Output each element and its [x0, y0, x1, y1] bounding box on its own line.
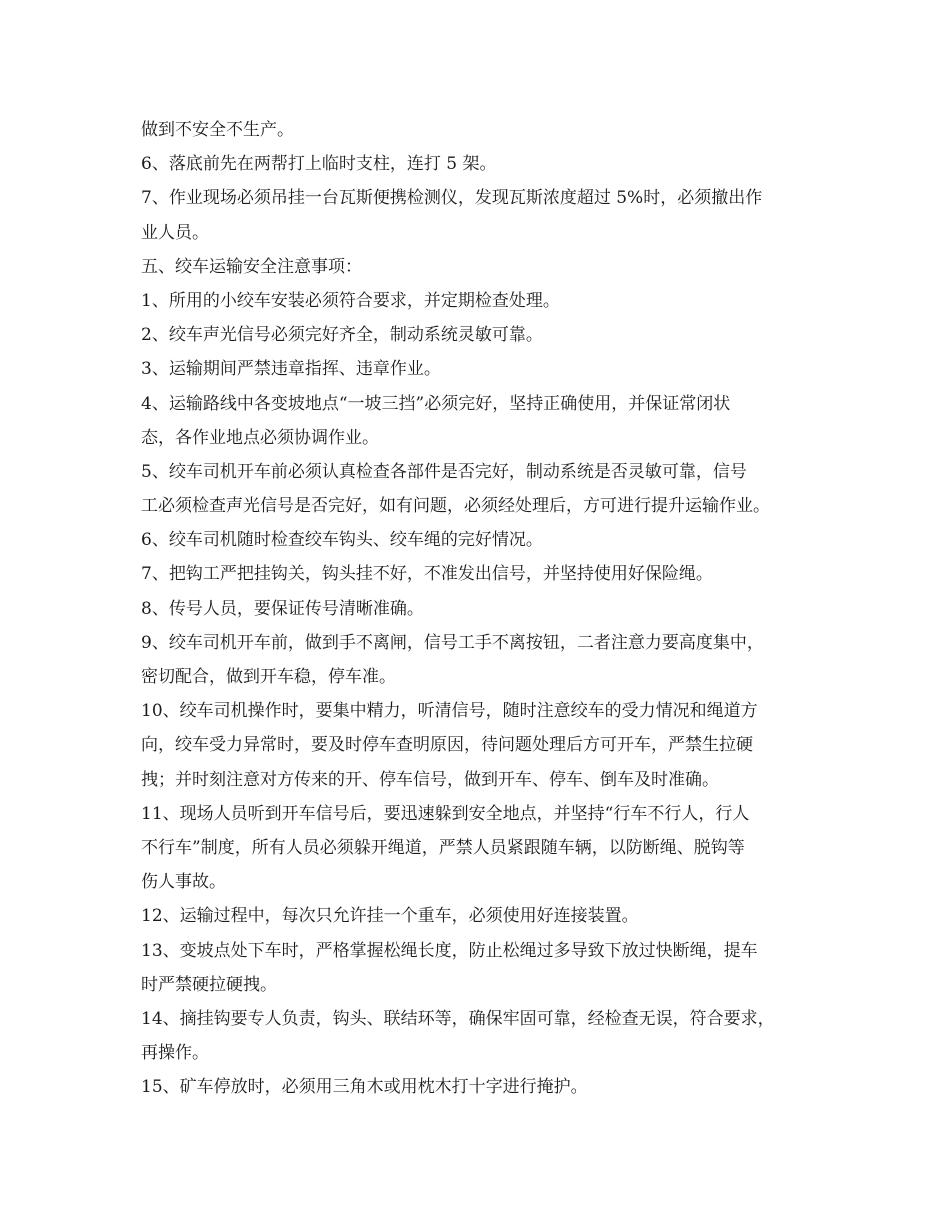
text-line: 11、现场人员听到开车信号后，要迅速躲到安全地点，并坚持“行车不行人，行人	[141, 803, 750, 824]
text-line: 9、绞车司机开车前，做到手不离闸，信号工手不离按钮，二者注意力要高度集中，	[141, 632, 764, 653]
text-line: 态，各作业地点必须协调作业。	[141, 427, 379, 448]
text-line: 工必须检查声光信号是否完好，如有问题，必须经处理后，方可进行提升运输作业。	[141, 496, 770, 517]
text-line: 14、摘挂钩要专人负责，钩头、联结环等，确保牢固可靠，经检查无误，符合要求，	[141, 1008, 775, 1029]
text-line: 时严禁硬拉硬拽。	[141, 974, 277, 995]
text-line: 6、绞车司机随时检查绞车钩头、绞车绳的完好情况。	[141, 530, 543, 551]
text-line: 7、把钩工严把挂钩关，钩头挂不好，不准发出信号，并坚持使用好保险绳。	[141, 564, 713, 585]
text-line: 1、所用的小绞车安装必须符合要求，并定期检查处理。	[141, 290, 560, 311]
section-heading: 五、绞车运输安全注意事项：	[141, 256, 362, 277]
text-line: 2、绞车声光信号必须完好齐全，制动系统灵敏可靠。	[141, 325, 543, 346]
text-line: 业人员。	[141, 222, 209, 243]
text-line: 6、落底前先在两帮打上临时支柱，连打 5 架。	[141, 154, 497, 175]
text-line: 向，绞车受力异常时，要及时停车查明原因，待问题处理后方可开车，严禁生拉硬	[141, 735, 753, 756]
text-line: 12、运输过程中，每次只允许挂一个重车，必须使用好连接装置。	[141, 906, 639, 927]
text-line: 5、绞车司机开车前必须认真检查各部件是否完好，制动系统是否灵敏可靠，信号	[141, 461, 747, 482]
text-line: 13、变坡点处下车时，严格掌握松绳长度，防止松绳过多导致下放过快断绳，提车	[141, 940, 758, 961]
text-line: 不行车”制度，所有人员必须躲开绳道，严禁人员紧跟随车辆，以防断绳、脱钩等	[141, 837, 745, 858]
text-line: 伤人事故。	[141, 872, 226, 893]
text-line: 10、绞车司机操作时，要集中精力，听清信号，随时注意绞车的受力情况和绳道方	[141, 701, 758, 722]
text-line: 拽；并时刻注意对方传来的开、停车信号，做到开车、停车、倒车及时准确。	[141, 769, 719, 790]
text-line: 15、矿车停放时，必须用三角木或用枕木打十字进行掩护。	[141, 1077, 588, 1098]
text-line: 做到不安全不生产。	[141, 120, 294, 140]
text-line: 4、运输路线中各变坡地点“一坡三挡”必须完好，坚持正确使用，并保证常闭状	[141, 393, 731, 414]
text-line: 3、运输期间严禁违章指挥、违章作业。	[141, 359, 441, 380]
document-body	[141, 113, 831, 1104]
text-line: 7、作业现场必须吊挂一台瓦斯便携检测仪，发现瓦斯浓度超过 5%时，必须撤出作	[141, 188, 763, 209]
text-line: 密切配合，做到开车稳，停车准。	[141, 667, 396, 687]
text-line: 8、传号人员，要保证传号清晰准确。	[141, 598, 424, 619]
text-line: 再操作。	[141, 1043, 209, 1064]
